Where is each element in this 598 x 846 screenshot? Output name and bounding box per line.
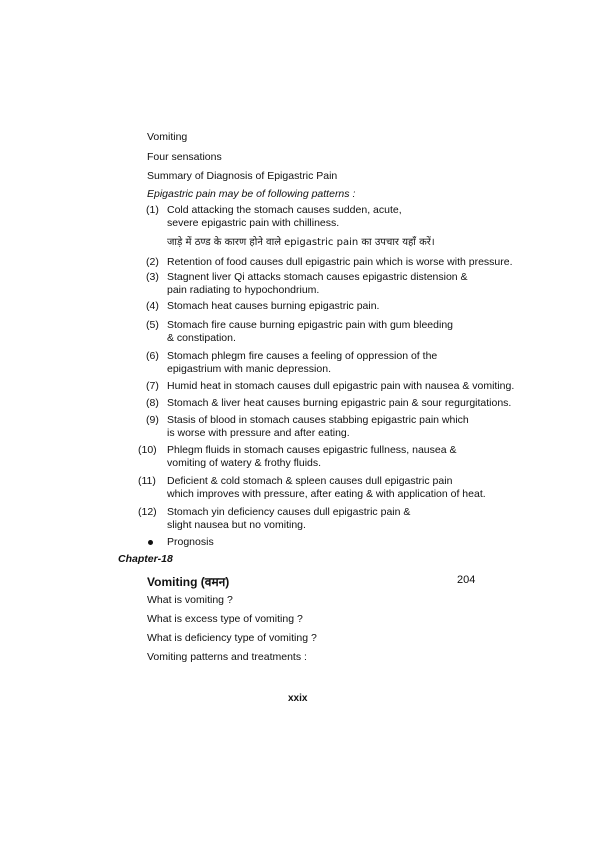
patterns-heading: Epigastric pain may be of following patterns : bbox=[147, 188, 356, 200]
list-item: Stomach & liver heat causes burning epigastric pain & sour regurgitations. bbox=[167, 397, 512, 409]
prognosis-item: Prognosis bbox=[167, 536, 214, 548]
chapter-line: What is vomiting ? bbox=[147, 594, 233, 606]
list-item: Stomach phlegm fire causes a feeling of oppression of the epigastrium with manic depression. bbox=[167, 350, 438, 375]
chapter-line: What is deficiency type of vomiting ? bbox=[147, 632, 317, 644]
item-number: (8) bbox=[146, 397, 159, 409]
item-number: (6) bbox=[146, 350, 159, 362]
list-item: Humid heat in stomach causes dull epigastric pain with nausea & vomiting. bbox=[167, 380, 515, 392]
item-number: (11) bbox=[138, 475, 156, 487]
toc-line-four-sensations: Four sensations bbox=[147, 151, 222, 163]
list-item: Retention of food causes dull epigastric pain which is worse with pressure. bbox=[167, 256, 513, 268]
item-number: (10) bbox=[138, 444, 157, 456]
chapter-title: Vomiting (वमन) bbox=[147, 575, 230, 589]
item-number: (9) bbox=[146, 414, 159, 426]
list-item: Stomach heat causes burning epigastric pain. bbox=[167, 300, 380, 312]
item-number: (7) bbox=[146, 380, 159, 392]
item-number: (4) bbox=[146, 300, 159, 312]
chapter-line: What is excess type of vomiting ? bbox=[147, 613, 303, 625]
chapter-line: Vomiting patterns and treatments : bbox=[147, 651, 307, 663]
item-number: (3) bbox=[146, 271, 159, 283]
list-item: Stagnent liver Qi attacks stomach causes epigastric distension & pain radiating to hypochondrium. bbox=[167, 271, 468, 296]
item-number: (1) bbox=[146, 204, 159, 216]
footer-page-number: xxix bbox=[288, 693, 308, 704]
bullet-icon bbox=[148, 540, 153, 545]
item-number: (2) bbox=[146, 256, 159, 268]
list-item: Stomach fire cause burning epigastric pain with gum bleeding & constipation. bbox=[167, 319, 453, 344]
toc-line-vomiting: Vomiting bbox=[147, 131, 188, 143]
toc-line-summary: Summary of Diagnosis of Epigastric Pain bbox=[147, 170, 338, 182]
item-number: (5) bbox=[146, 319, 159, 331]
hindi-note: जाड़े में ठण्ड के कारण होने वाले epigastric pain का उपचार यहाँ करें। bbox=[167, 237, 435, 248]
chapter-page-number: 204 bbox=[457, 574, 476, 586]
list-item: Stomach yin deficiency causes dull epigastric pain & slight nausea but no vomiting. bbox=[167, 506, 411, 531]
list-item: Cold attacking the stomach causes sudden, acute, severe epigastric pain with chilliness. bbox=[167, 204, 402, 229]
chapter-label: Chapter-18 bbox=[118, 553, 173, 565]
item-number: (12) bbox=[138, 506, 157, 518]
list-item: Stasis of blood in stomach causes stabbing epigastric pain which is worse with pressure and after eating. bbox=[167, 414, 469, 439]
list-item: Deficient & cold stomach & spleen causes dull epigastric pain which improves with pressure, after eating & with application of heat. bbox=[167, 475, 486, 500]
list-item: Phlegm fluids in stomach causes epigastric fullness, nausea & vomiting of watery & frothy fluids. bbox=[167, 444, 457, 469]
